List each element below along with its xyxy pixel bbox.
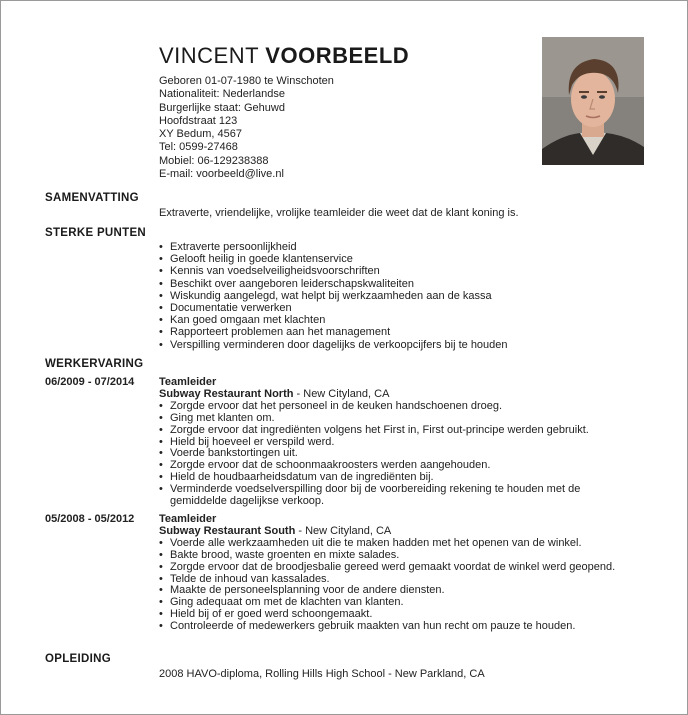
contact-postcode: XY Bedum, 4567 xyxy=(159,128,242,141)
portrait-icon xyxy=(542,37,644,165)
summary-text: Extraverte, vriendelijke, vrolijke teamleider die weet dat de klant koning is. xyxy=(159,207,519,219)
job-1 xyxy=(159,376,639,508)
list-item: • Ging adequaat om met de klachten van klanten. xyxy=(159,596,404,609)
job-2 xyxy=(159,513,639,633)
list-item: • Rapporteert problemen aan het management xyxy=(159,326,391,339)
list-item: • Extraverte persoonlijkheid xyxy=(159,241,297,253)
contact-street: Hoofdstraat 123 xyxy=(159,114,238,127)
education-text: 2008 HAVO-diploma, Rolling Hills High School - New Parkland, CA xyxy=(159,668,485,680)
contact-phone: Tel: 0599-27468 xyxy=(159,141,238,154)
list-item: • Zorgde ervoor dat de broodjesbalie gereed werd gemaakt voordat de winkel werd geopend. xyxy=(159,560,616,573)
contact-nationality: Nationaliteit: Nederlandse xyxy=(159,88,285,101)
job-1-duties xyxy=(159,401,639,508)
section-title-education: OPLEIDING xyxy=(45,653,111,665)
contact-email: E-mail: voorbeeld@live.nl xyxy=(159,168,284,181)
section-title-strengths: STERKE PUNTEN xyxy=(45,227,147,239)
list-item: • Gelooft heilig in goede klantenservice xyxy=(159,253,353,266)
list-item: • Zorgde ervoor dat de schoonmaakroosters werden aangehouden. xyxy=(159,459,491,472)
list-item: • Ging met klanten om. xyxy=(159,411,275,424)
list-item: • Hield bij of er goed werd schoongemaakt. xyxy=(159,608,373,621)
job-2-role: Teamleider xyxy=(159,513,217,525)
list-item: • Verspilling verminderen door dagelijks de verkoopcijfers bij te houden xyxy=(159,338,508,351)
list-item: • Wiskundig aangelegd, wat helpt bij werkzaamheden aan de kassa xyxy=(159,289,492,302)
section-title-summary: SAMENVATTING xyxy=(45,192,139,204)
contact-details xyxy=(159,75,529,181)
contact-marital-status: Burgerlijke staat: Gehuwd xyxy=(159,101,285,114)
resume-header xyxy=(159,43,529,181)
list-item: • Beschikt over aangeboren leiderschapskwaliteiten xyxy=(159,277,414,290)
job-2-company: Subway Restaurant South - New Cityland, CA xyxy=(159,525,392,538)
list-item: • Controleerde of medewerkers gebruik maakten van hun recht om pauze te houden. xyxy=(159,620,576,633)
job-1-company: Subway Restaurant North - New Cityland, CA xyxy=(159,388,390,401)
list-item: • Voerde alle werkzaamheden uit die te maken hadden met het openen van de winkel. xyxy=(159,536,582,549)
list-item: • Kennis van voedselveiligheidsvoorschriften xyxy=(159,265,380,278)
list-item: • Voerde bankstortingen uit. xyxy=(159,447,298,460)
list-item: • Verminderde voedselverspilling door bij de voorbereiding rekening te houden met de gemiddelde dagelijkse verkoop. xyxy=(159,483,581,508)
list-item: • Zorgde ervoor dat het personeel in de keuken handschoenen droeg. xyxy=(159,399,503,412)
contact-birth: Geboren 01-07-1980 te Winschoten xyxy=(159,75,334,87)
portrait-photo xyxy=(542,37,644,165)
list-item: • Kan goed omgaan met klachten xyxy=(159,314,326,327)
list-item: • Documentatie verwerken xyxy=(159,302,292,315)
list-item: • Maakte de personeelsplanning voor de andere diensten. xyxy=(159,584,445,597)
job-1-role: Teamleider xyxy=(159,376,217,388)
list-item: • Zorgde ervoor dat ingrediënten volgens het First in, First out-principe werden gebruikt. xyxy=(159,423,589,436)
list-item: • Telde de inhoud van kassalades. xyxy=(159,572,330,585)
job-1-dates: 06/2009 - 07/2014 xyxy=(45,376,135,388)
first-name: VINCENT xyxy=(159,43,259,68)
strengths-list xyxy=(159,241,639,351)
list-item: • Hield de houdbaarheidsdatum van de ingrediënten bij. xyxy=(159,471,434,484)
section-title-experience: WERKERVARING xyxy=(45,358,144,370)
contact-mobile: Mobiel: 06-129238388 xyxy=(159,154,269,167)
job-2-dates: 05/2008 - 05/2012 xyxy=(45,513,135,525)
list-item: • Bakte brood, waste groenten en mixte salades. xyxy=(159,548,400,561)
list-item: • Hield bij hoeveel er verspild werd. xyxy=(159,435,335,448)
last-name: VOORBEELD xyxy=(265,43,410,68)
job-2-duties xyxy=(159,538,639,633)
full-name xyxy=(159,43,529,69)
